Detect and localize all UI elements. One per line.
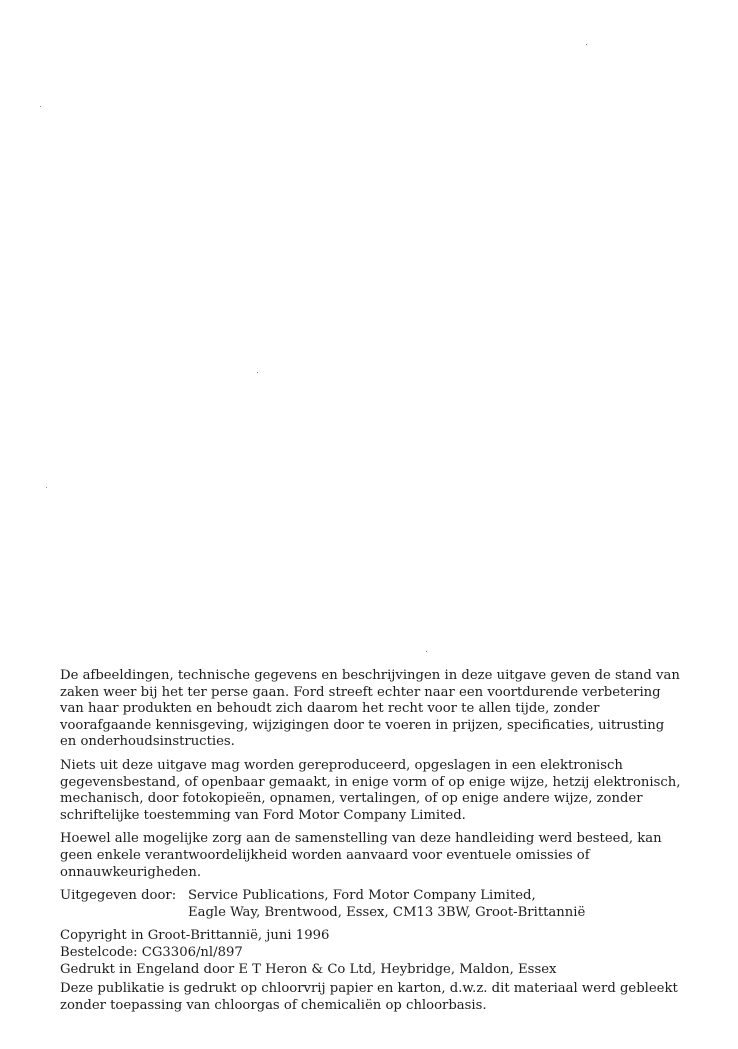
publisher-address [188,888,710,921]
paper-note-line: zonder toepassing van chloorgas of chemicaliën op chloorbasis. [60,997,487,1013]
reproduction-paragraph [60,758,710,824]
paper-note-line: Deze publikatie is gedrukt op chloorvrij papier en karton, d.w.z. dit materiaal werd gebleekt [60,981,678,997]
paper-note-paragraph [60,981,710,1014]
disclaimer-line: van haar produkten en behoudt zich daarom het recht voor te allen tijde, zonder [60,701,600,717]
disclaimer-line: voorafgaande kennisgeving, wijzigingen door te voeren in prijzen, specificaties, uitrusting [60,717,665,733]
colophon [60,668,710,1021]
disclaimer-paragraph [60,668,710,751]
reproduction-line: Niets uit deze uitgave mag worden gereproduceerd, opgeslagen in een elektronisch [60,757,623,773]
scan-speck [46,487,47,488]
publisher-line: Eagle Way, Brentwood, Essex, CM13 3BW, Groot-Brittannië [188,904,586,920]
disclaimer-line: De afbeeldingen, technische gegevens en beschrijvingen in deze uitgave geven de stand van [60,668,680,683]
copyright-line: Copyright in Groot-Brittannië, juni 1996 [60,928,330,944]
reproduction-line: schriftelijke toestemming van Ford Motor Company Limited. [60,807,466,823]
disclaimer-line: en onderhoudsinstructies. [60,734,235,750]
publisher-label: Uitgegeven door: [60,888,177,904]
publisher-block [60,888,710,921]
liability-line: Hoewel alle mogelijke zorg aan de samenstelling van deze handleiding werd besteed, kan [60,831,662,847]
scan-speck [586,44,587,45]
disclaimer-line: zaken weer bij het ter perse gaan. Ford streeft echter naar een voortdurende verbetering [60,684,661,700]
print-info [60,928,710,978]
scan-speck [426,651,427,652]
printer-line: Gedrukt in Engeland door E T Heron & Co Ltd, Heybridge, Maldon, Essex [60,961,557,977]
publisher-line: Service Publications, Ford Motor Company Limited, [188,888,536,904]
liability-line: onnauwkeurigheden. [60,864,202,880]
scan-speck [257,372,258,373]
liability-line: geen enkele verantwoordelijkheid worden aanvaard voor eventuele omissies of [60,847,590,863]
reproduction-line: gegevensbestand, of openbaar gemaakt, in enige vorm of op enige wijze, hetzij elektronisch, [60,774,681,790]
liability-paragraph [60,831,710,881]
reproduction-line: mechanisch, door fotokopieën, opnamen, vertalingen, of op enige andere wijze, zonder [60,791,643,807]
scan-speck [40,106,41,107]
order-code: Bestelcode: CG3306/nl/897 [60,944,243,960]
